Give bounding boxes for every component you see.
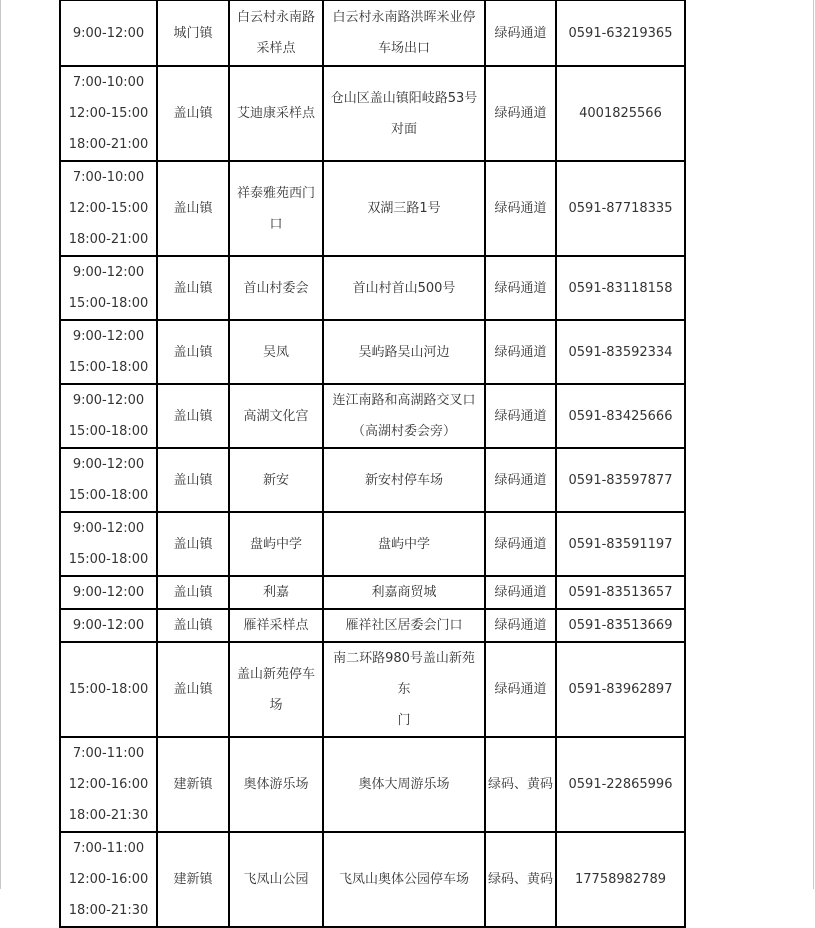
site-cell bbox=[229, 161, 323, 256]
address-cell bbox=[323, 609, 485, 642]
time-cell-line: 9:00-12:00 bbox=[72, 265, 145, 280]
town-cell: 建新镇 bbox=[157, 737, 229, 832]
address-cell-line: 白云村永南路洪晖米业停 bbox=[332, 10, 476, 25]
town-cell: 盖山镇 bbox=[157, 642, 229, 737]
phone-cell: 0591-83597877 bbox=[556, 448, 685, 512]
town-cell: 城门镇 bbox=[157, 0, 229, 66]
health-code-cell: 绿码通道 bbox=[485, 0, 556, 66]
site-cell-line: 白云村永南路 bbox=[236, 10, 315, 25]
address-cell bbox=[323, 256, 485, 320]
phone-cell: 0591-83513657 bbox=[556, 576, 685, 609]
time-cell-line: 18:00-21:00 bbox=[68, 137, 149, 152]
site-cell-line: 场 bbox=[269, 697, 283, 713]
time-cell bbox=[60, 320, 157, 384]
phone-cell: 17758982789 bbox=[556, 832, 685, 927]
phone-cell: 0591-83592334 bbox=[556, 320, 685, 384]
phone-cell: 0591-83591197 bbox=[556, 512, 685, 576]
phone-cell: 0591-22865996 bbox=[556, 737, 685, 832]
table-row bbox=[60, 832, 685, 927]
address-cell-line: 盘屿中学 bbox=[377, 536, 430, 552]
time-cell-line: 7:00-11:00 bbox=[72, 746, 145, 761]
time-cell-line: 18:00-21:30 bbox=[68, 903, 149, 918]
site-cell bbox=[229, 642, 323, 737]
address-cell bbox=[323, 512, 485, 576]
town-cell: 盖山镇 bbox=[157, 609, 229, 642]
address-cell-line: 仓山区盖山镇阳岐路53号 bbox=[330, 90, 478, 106]
site-cell-line: 盘屿中学 bbox=[249, 536, 302, 552]
health-code-cell: 绿码通道 bbox=[485, 512, 556, 576]
time-cell-line: 7:00-10:00 bbox=[72, 170, 145, 185]
health-code-cell: 绿码通道 bbox=[485, 320, 556, 384]
address-cell-line: 连江南路和高湖路交叉口 bbox=[332, 393, 476, 408]
health-code-cell: 绿码通道 bbox=[485, 609, 556, 642]
site-cell bbox=[229, 256, 323, 320]
health-code-cell: 绿码、黄码 bbox=[485, 832, 556, 927]
time-cell bbox=[60, 642, 157, 737]
time-cell bbox=[60, 576, 157, 609]
phone-cell: 0591-83513669 bbox=[556, 609, 685, 642]
town-cell: 建新镇 bbox=[157, 832, 229, 927]
time-cell-line: 15:00-18:00 bbox=[68, 552, 149, 567]
address-cell-line: 车场出口 bbox=[377, 41, 430, 56]
health-code-cell: 绿码通道 bbox=[485, 161, 556, 256]
table-row bbox=[60, 512, 685, 576]
health-code-cell: 绿码、黄码 bbox=[485, 737, 556, 832]
town-cell: 盖山镇 bbox=[157, 384, 229, 448]
table-row bbox=[60, 0, 685, 66]
site-cell bbox=[229, 832, 323, 927]
site-cell-line: 艾迪康采样点 bbox=[236, 106, 315, 121]
time-cell-line: 18:00-21:30 bbox=[68, 808, 149, 823]
time-cell-line: 9:00-12:00 bbox=[72, 585, 145, 600]
phone-cell: 0591-87718335 bbox=[556, 161, 685, 256]
time-cell-line: 9:00-12:00 bbox=[72, 329, 145, 344]
town-cell: 盖山镇 bbox=[157, 66, 229, 161]
page-rule-right bbox=[813, 0, 814, 889]
health-code-cell: 绿码通道 bbox=[485, 448, 556, 512]
address-cell bbox=[323, 161, 485, 256]
site-cell-line: 雁祥采样点 bbox=[243, 618, 309, 633]
address-cell-line: 飞凤山奥体公园停车场 bbox=[338, 872, 469, 887]
site-cell bbox=[229, 448, 323, 512]
site-cell bbox=[229, 576, 323, 609]
time-cell bbox=[60, 832, 157, 927]
time-cell-line: 15:00-18:00 bbox=[68, 360, 149, 375]
time-cell-line: 9:00-12:00 bbox=[72, 457, 145, 472]
site-cell-line: 新安 bbox=[262, 472, 289, 488]
phone-cell: 0591-63219365 bbox=[556, 0, 685, 66]
time-cell bbox=[60, 609, 157, 642]
site-cell bbox=[229, 66, 323, 161]
time-cell-line: 7:00-11:00 bbox=[72, 841, 145, 856]
site-cell-line: 利嘉 bbox=[262, 585, 289, 600]
town-cell: 盖山镇 bbox=[157, 320, 229, 384]
site-cell-line: 口 bbox=[269, 216, 283, 232]
site-cell bbox=[229, 384, 323, 448]
site-cell-line: 奥体游乐场 bbox=[243, 777, 309, 792]
time-cell bbox=[60, 256, 157, 320]
phone-cell: 0591-83118158 bbox=[556, 256, 685, 320]
town-cell: 盖山镇 bbox=[157, 512, 229, 576]
time-cell bbox=[60, 161, 157, 256]
time-cell bbox=[60, 512, 157, 576]
address-cell-line: 首山村首山500号 bbox=[352, 280, 456, 296]
site-cell-line: 首山村委会 bbox=[243, 280, 309, 296]
address-cell-line: 新安村停车场 bbox=[364, 472, 443, 488]
time-cell-line: 12:00-16:00 bbox=[68, 872, 149, 887]
site-cell bbox=[229, 737, 323, 832]
site-cell-line: 高湖文化宫 bbox=[243, 408, 309, 424]
address-cell bbox=[323, 737, 485, 832]
time-cell bbox=[60, 0, 157, 66]
health-code-cell: 绿码通道 bbox=[485, 384, 556, 448]
time-cell-line: 12:00-16:00 bbox=[68, 777, 149, 792]
time-cell-line: 15:00-18:00 bbox=[68, 296, 149, 311]
address-cell-line: （高湖村委会旁） bbox=[351, 424, 456, 439]
address-cell-line: 奥体大周游乐场 bbox=[358, 777, 450, 792]
phone-cell: 4001825566 bbox=[556, 66, 685, 161]
health-code-cell: 绿码通道 bbox=[485, 66, 556, 161]
time-cell bbox=[60, 737, 157, 832]
address-cell bbox=[323, 642, 485, 737]
table-row bbox=[60, 609, 685, 642]
site-cell-line: 祥泰雅苑西门 bbox=[236, 185, 315, 201]
time-cell-line: 9:00-12:00 bbox=[72, 393, 145, 408]
time-cell-line: 12:00-15:00 bbox=[68, 201, 149, 216]
site-cell-line: 飞凤山公园 bbox=[243, 872, 309, 887]
site-cell-line: 采样点 bbox=[256, 41, 296, 56]
site-cell-line: 吴凤 bbox=[262, 344, 289, 360]
address-cell-line: 门 bbox=[397, 713, 411, 728]
address-cell-line: 吴屿路吴山河边 bbox=[358, 344, 450, 360]
sampling-sites-table bbox=[59, 0, 686, 928]
address-cell-line: 双湖三路1号 bbox=[367, 201, 441, 216]
table-row bbox=[60, 320, 685, 384]
table-row bbox=[60, 66, 685, 161]
address-cell bbox=[323, 448, 485, 512]
table-row bbox=[60, 256, 685, 320]
time-cell bbox=[60, 66, 157, 161]
address-cell bbox=[323, 0, 485, 66]
address-cell-line: 利嘉商贸城 bbox=[371, 585, 437, 600]
table-row bbox=[60, 737, 685, 832]
table-body bbox=[60, 0, 685, 927]
table-row bbox=[60, 642, 685, 737]
time-cell-line: 9:00-12:00 bbox=[72, 25, 145, 41]
health-code-cell: 绿码通道 bbox=[485, 642, 556, 737]
time-cell-line: 15:00-18:00 bbox=[68, 682, 149, 697]
table-row bbox=[60, 161, 685, 256]
time-cell-line: 18:00-21:00 bbox=[68, 232, 149, 247]
address-cell bbox=[323, 320, 485, 384]
address-cell-line: 对面 bbox=[390, 121, 417, 137]
address-cell bbox=[323, 576, 485, 609]
time-cell-line: 9:00-12:00 bbox=[72, 618, 145, 633]
time-cell-line: 12:00-15:00 bbox=[68, 106, 149, 121]
time-cell-line: 15:00-18:00 bbox=[68, 424, 149, 439]
site-cell bbox=[229, 512, 323, 576]
page-rule-left bbox=[0, 0, 1, 889]
site-cell bbox=[229, 609, 323, 642]
time-cell bbox=[60, 448, 157, 512]
phone-cell: 0591-83962897 bbox=[556, 642, 685, 737]
phone-cell: 0591-83425666 bbox=[556, 384, 685, 448]
table-row bbox=[60, 576, 685, 609]
address-cell bbox=[323, 384, 485, 448]
health-code-cell: 绿码通道 bbox=[485, 256, 556, 320]
site-cell bbox=[229, 320, 323, 384]
address-cell bbox=[323, 832, 485, 927]
site-cell-line: 盖山新苑停车 bbox=[236, 666, 315, 682]
address-cell-line: 雁祥社区居委会门口 bbox=[345, 618, 463, 633]
table-row bbox=[60, 384, 685, 448]
town-cell: 盖山镇 bbox=[157, 576, 229, 609]
town-cell: 盖山镇 bbox=[157, 256, 229, 320]
health-code-cell: 绿码通道 bbox=[485, 576, 556, 609]
time-cell bbox=[60, 384, 157, 448]
site-cell bbox=[229, 0, 323, 66]
address-cell-line: 南二环路980号盖山新苑东 bbox=[333, 651, 475, 697]
address-cell bbox=[323, 66, 485, 161]
town-cell: 盖山镇 bbox=[157, 161, 229, 256]
time-cell-line: 9:00-12:00 bbox=[72, 521, 145, 536]
town-cell: 盖山镇 bbox=[157, 448, 229, 512]
time-cell-line: 7:00-10:00 bbox=[72, 75, 145, 90]
time-cell-line: 15:00-18:00 bbox=[68, 488, 149, 503]
table-row bbox=[60, 448, 685, 512]
